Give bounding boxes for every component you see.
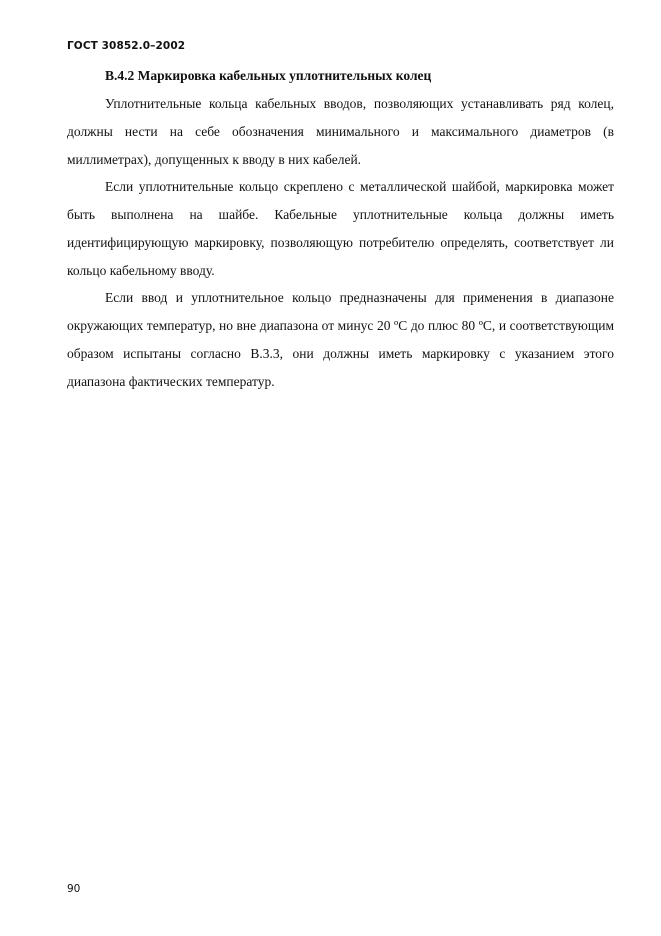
- page-number: 90: [67, 883, 81, 895]
- paragraph-1: Уплотнительные кольца кабельных вводов, позволяющих устанавливать ряд колец, должны нести на себе обозначения минимального и максимального диаметров (в миллиметрах), допущенных к вводу в них кабелей.: [67, 96, 614, 167]
- paragraph-2: Если уплотнительные кольцо скреплено с металлической шайбой, маркировка может быть выполнена на шайбе. Кабельные уплотнительные кольца должны иметь идентифицирующую маркировку, позволяющую потребителю определять, соответствует ли кольцо кабельному вводу.: [67, 179, 614, 278]
- document-code-header: ГОСТ 30852.0–2002: [67, 40, 186, 52]
- paragraph-3: Если ввод и уплотнительное кольцо предназначены для применения в диапазоне окружающих температур, но вне диапазона от минус 20 ºС до плюс 80 ºС, и соответствующим образом испытаны согласно В.3.3, они должны иметь маркировку с указанием этого диапазона фактических температур.: [67, 290, 614, 389]
- section-heading: В.4.2 Маркировка кабельных уплотнительных колец: [105, 68, 432, 83]
